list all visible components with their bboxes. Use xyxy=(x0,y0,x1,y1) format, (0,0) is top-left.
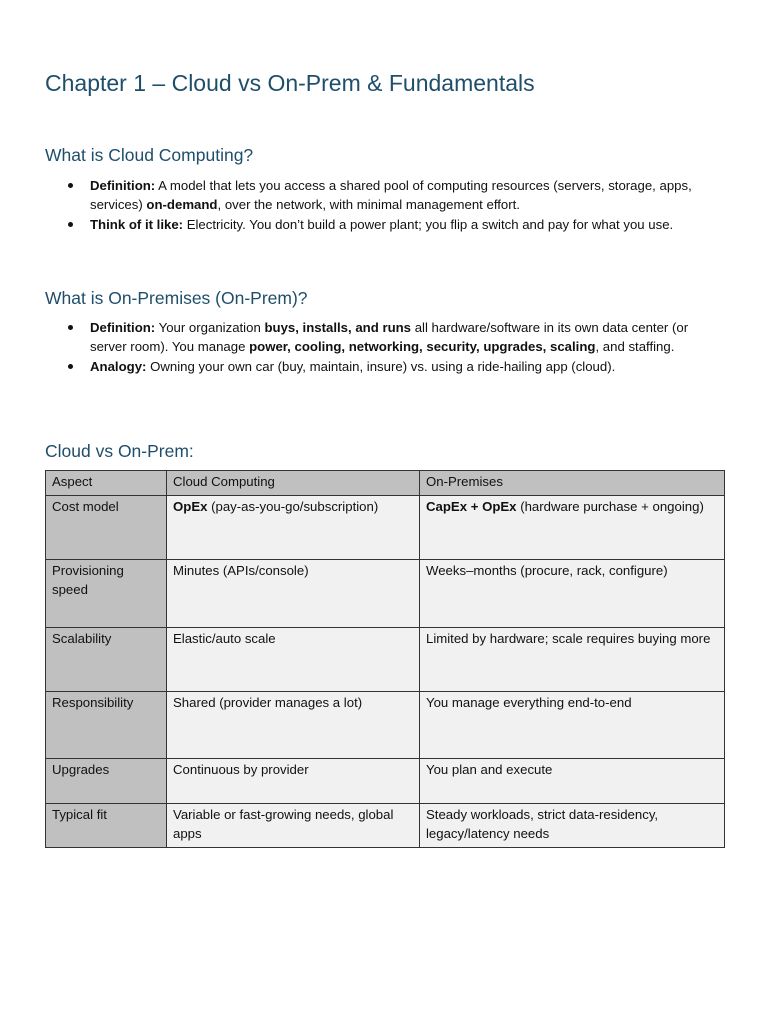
table-row xyxy=(46,496,725,560)
table-header-row xyxy=(46,471,725,496)
onprem-cell: You manage everything end-to-end xyxy=(420,692,725,759)
cell-bold-text: OpEx xyxy=(173,499,208,514)
aspect-cell: Provisioning speed xyxy=(46,560,167,628)
cloud-cell xyxy=(167,496,420,560)
list-item xyxy=(62,318,726,356)
table-header-cell: Cloud Computing xyxy=(167,471,420,496)
onprem-cell: You plan and execute xyxy=(420,759,725,804)
aspect-cell: Cost model xyxy=(46,496,167,560)
onprem-cell xyxy=(420,496,725,560)
bullet-text: all hardware/software in its own data center (or server room). You manage xyxy=(90,320,689,354)
bullet-bold-text: buys, installs, and runs xyxy=(264,320,412,335)
table-header-cell: Aspect xyxy=(46,471,167,496)
bullet-bold-text: on-demand xyxy=(146,197,218,212)
onprem-cell: Weeks–months (procure, rack, configure) xyxy=(420,560,725,628)
table-row xyxy=(46,560,725,628)
aspect-cell: Typical fit xyxy=(46,804,167,848)
table-row xyxy=(46,804,725,848)
table-row xyxy=(46,628,725,692)
cloud-cell: Elastic/auto scale xyxy=(167,628,420,692)
bullet-label: Definition: xyxy=(90,320,156,335)
cloud-cell: Shared (provider manages a lot) xyxy=(167,692,420,759)
bullet-label: Analogy: xyxy=(90,359,147,374)
cell-text: (pay-as-you-go/subscription) xyxy=(207,499,379,514)
cloud-cell: Variable or fast-growing needs, global apps xyxy=(167,804,420,848)
aspect-cell: Responsibility xyxy=(46,692,167,759)
table-row xyxy=(46,759,725,804)
onprem-bullet-list xyxy=(62,318,726,377)
onprem-cell: Steady workloads, strict data-residency, legacy/latency needs xyxy=(420,804,725,848)
section-heading-onprem: What is On-Premises (On-Prem)? xyxy=(45,288,308,308)
cell-text: (hardware purchase + ongoing) xyxy=(516,499,704,514)
bullet-label: Think of it like: xyxy=(90,217,184,232)
bullet-text: Your organization xyxy=(155,320,265,335)
table-row xyxy=(46,692,725,759)
cloud-bullet-list xyxy=(62,176,726,235)
page-title: Chapter 1 – Cloud vs On-Prem & Fundamentals xyxy=(45,70,535,96)
bullet-text: , and staffing. xyxy=(595,339,675,354)
cell-bold-text: CapEx + OpEx xyxy=(426,499,517,514)
bullet-icon xyxy=(68,325,73,330)
list-item xyxy=(62,176,726,214)
bullet-text: Electricity. You don’t build a power plant; you flip a switch and pay for what you use. xyxy=(183,217,674,232)
table-header-cell: On-Premises xyxy=(420,471,725,496)
bullet-text: A model that lets you access a shared pool of computing resources (servers, storage, apps, services) xyxy=(90,178,692,212)
cloud-cell: Continuous by provider xyxy=(167,759,420,804)
aspect-cell: Upgrades xyxy=(46,759,167,804)
bullet-label: Definition: xyxy=(90,178,156,193)
bullet-text: Owning your own car (buy, maintain, insure) vs. using a ride-hailing app (cloud). xyxy=(146,359,616,374)
cloud-cell: Minutes (APIs/console) xyxy=(167,560,420,628)
section-heading-cloud: What is Cloud Computing? xyxy=(45,145,254,165)
comparison-table xyxy=(45,470,725,848)
bullet-text: , over the network, with minimal management effort. xyxy=(217,197,520,212)
bullet-icon xyxy=(68,222,73,227)
aspect-cell: Scalability xyxy=(46,628,167,692)
bullet-icon xyxy=(68,364,73,369)
section-heading-compare: Cloud vs On-Prem: xyxy=(45,441,194,461)
onprem-cell: Limited by hardware; scale requires buying more xyxy=(420,628,725,692)
bullet-bold-text: power, cooling, networking, security, upgrades, scaling xyxy=(249,339,596,354)
list-item xyxy=(62,357,726,376)
bullet-icon xyxy=(68,183,73,188)
list-item xyxy=(62,215,726,234)
